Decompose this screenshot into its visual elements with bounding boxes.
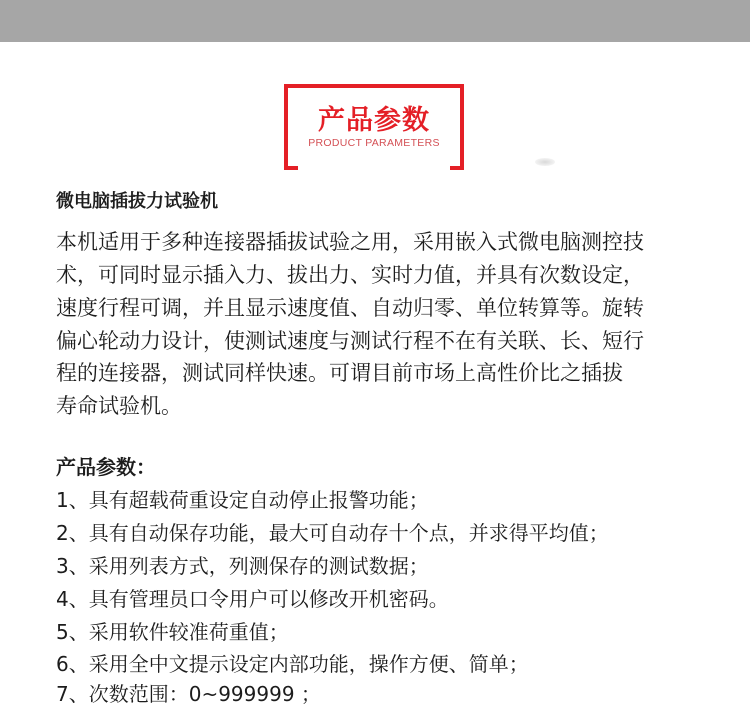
paragraph-line: 本机适用于多种连接器插拔试验之用，采用嵌入式微电脑测控技 (56, 230, 644, 254)
paragraph-line: 术，可同时显示插入力、拔出力、实时力值，并具有次数设定， (56, 263, 644, 287)
paragraph-line: 速度行程可调，并且显示速度值、自动归零、单位转算等。旋转 (56, 296, 644, 320)
section-title: 产品参数： (56, 455, 156, 479)
list-item: 2、具有自动保存功能，最大可自动存十个点，并求得平均值； (56, 521, 609, 545)
list-item: 5、采用软件较准荷重值； (56, 620, 289, 644)
list-item: 4、具有管理员口令用户可以修改开机密码。 (56, 587, 449, 611)
badge-frame-top (284, 84, 464, 88)
list-item: 3、采用列表方式，列测保存的测试数据； (56, 554, 429, 578)
decorative-spot (535, 158, 555, 166)
section-badge (284, 84, 464, 170)
list-item: 6、采用全中文提示设定内部功能，操作方便、简单； (56, 652, 529, 676)
badge-frame-bottom-right (450, 166, 464, 170)
list-item: 1、具有超载荷重设定自动停止报警功能； (56, 488, 429, 512)
product-heading: 微电脑插拔力试验机 (56, 191, 218, 212)
top-bar (0, 0, 750, 42)
paragraph-line: 偏心轮动力设计，使测试速度与测试行程不在有关联、长、短行 (56, 329, 644, 353)
badge-subtitle: PRODUCT PARAMETERS (308, 137, 440, 149)
badge-title: 产品参数 (318, 105, 430, 136)
badge-frame-bottom-left (284, 166, 298, 170)
paragraph-line: 程的连接器，测试同样快速。可谓目前市场上高性价比之插拔 (56, 361, 623, 385)
paragraph-line: 寿命试验机。 (56, 394, 182, 418)
list-item: 7、次数范围：0~999999 ； (56, 682, 321, 706)
